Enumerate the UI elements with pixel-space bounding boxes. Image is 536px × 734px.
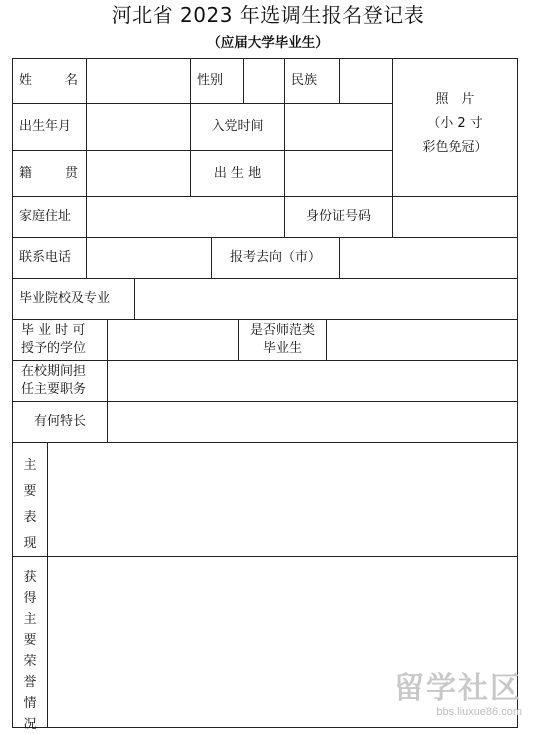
photo-size-note: （小 2 寸 <box>427 115 483 131</box>
specialty-value-cell[interactable] <box>107 401 518 443</box>
watermark-url: bbs.liuxue86.com <box>436 706 522 718</box>
honors-char: 誉 <box>23 675 37 690</box>
honors-char: 情 <box>23 696 37 711</box>
phone-label: 联系电话 <box>19 250 72 265</box>
specialty-label: 有何特长 <box>33 414 86 429</box>
watermark-logo: 留学社区 <box>394 672 522 705</box>
honors-char: 要 <box>23 633 37 648</box>
school-value-cell[interactable] <box>134 278 518 320</box>
school-duty-label-cell <box>12 360 108 402</box>
performance-char: 主 <box>23 458 37 473</box>
birthplace-label: 出 生 地 <box>213 165 262 181</box>
native-label-cell <box>12 150 87 197</box>
ethnicity-label-cell <box>284 58 340 104</box>
photo-label: 照 片 <box>435 91 475 107</box>
ethnicity-label: 民族 <box>291 73 318 88</box>
grad-degree-value-cell[interactable] <box>107 319 239 361</box>
party-value-cell[interactable] <box>284 103 393 151</box>
birth-label: 出生年月 <box>19 119 72 134</box>
honors-char: 荣 <box>23 654 37 669</box>
birth-label-cell <box>12 103 87 151</box>
id-label-cell <box>284 196 393 238</box>
specialty-label-cell <box>12 401 108 443</box>
page-title: 河北省 2023 年选调生报名登记表 <box>111 3 425 27</box>
grad-degree-label-cell <box>12 319 108 361</box>
name-label-b: 名 <box>64 73 78 88</box>
honors-char: 况 <box>23 717 37 732</box>
phone-value-cell[interactable] <box>86 237 212 279</box>
phone-label-cell <box>12 237 87 279</box>
gender-label-cell <box>190 58 244 104</box>
page-subtitle: （应届大学毕业生） <box>207 35 329 51</box>
performance-char: 要 <box>23 484 37 499</box>
honors-label-cell <box>12 556 48 732</box>
exam-dest-label-cell <box>211 237 340 279</box>
ethnicity-value-cell[interactable] <box>339 58 393 104</box>
exam-dest-value-cell[interactable] <box>339 237 518 279</box>
performance-value-cell[interactable] <box>47 442 518 557</box>
grad-degree-label-line1: 毕 业 时 可 <box>21 323 86 338</box>
native-label-b: 贯 <box>64 165 78 181</box>
normal-grad-label-cell <box>238 319 327 361</box>
id-value-cell[interactable] <box>392 196 518 238</box>
performance-char: 现 <box>23 536 37 551</box>
school-label-cell <box>12 278 135 320</box>
photo-color-note: 彩色免冠） <box>422 139 488 155</box>
school-duty-label-line1: 在校期间担 <box>21 364 87 379</box>
party-label-cell <box>190 103 285 151</box>
school-duty-value-cell[interactable] <box>107 360 518 402</box>
normal-grad-label-line2: 毕业生 <box>262 341 302 356</box>
party-label: 入党时间 <box>211 119 264 134</box>
normal-grad-label-line1: 是否师范类 <box>249 323 315 338</box>
name-value-cell[interactable] <box>86 58 191 104</box>
honors-char: 获 <box>23 570 37 585</box>
school-duty-label-line2: 任主要职务 <box>21 382 87 397</box>
honors-char: 得 <box>23 591 37 606</box>
photo-box[interactable] <box>392 58 518 197</box>
address-label-cell <box>12 196 87 238</box>
birth-value-cell[interactable] <box>86 103 191 151</box>
normal-grad-value-cell[interactable] <box>326 319 518 361</box>
native-value-cell[interactable] <box>86 150 191 197</box>
address-value-cell[interactable] <box>86 196 285 238</box>
watermark <box>394 672 522 718</box>
name-label-cell <box>12 58 87 104</box>
gender-value-cell[interactable] <box>243 58 285 104</box>
native-label-a: 籍 <box>19 165 33 181</box>
gender-label: 性别 <box>197 73 224 88</box>
exam-dest-label: 报考去向（市） <box>229 250 321 265</box>
performance-label-cell <box>12 442 48 557</box>
birthplace-value-cell[interactable] <box>284 150 393 197</box>
school-label: 毕业院校及专业 <box>19 291 111 306</box>
birthplace-label-cell <box>190 150 285 197</box>
address-label: 家庭住址 <box>19 209 72 224</box>
honors-char: 主 <box>23 612 37 627</box>
grad-degree-label-line2: 授予的学位 <box>21 341 87 356</box>
id-label: 身份证号码 <box>305 209 371 224</box>
performance-char: 表 <box>23 510 37 525</box>
name-label-a: 姓 <box>19 73 33 88</box>
